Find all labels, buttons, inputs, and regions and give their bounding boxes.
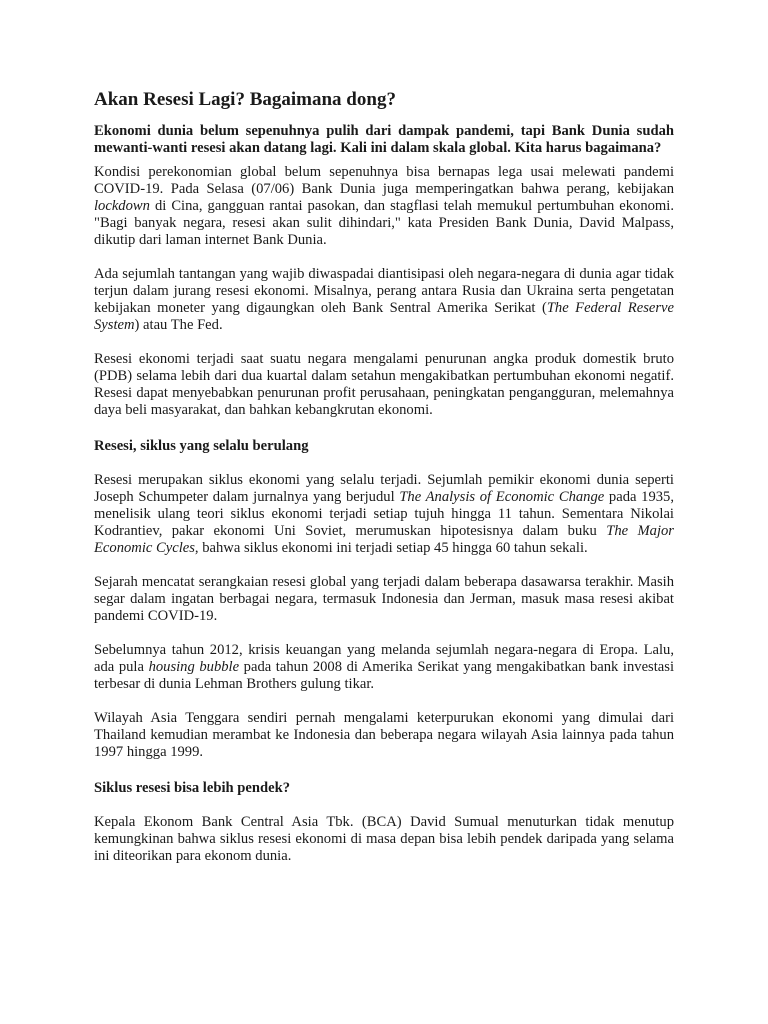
section-heading-2: Siklus resesi bisa lebih pendek?: [94, 779, 290, 796]
article-lead: Ekonomi dunia belum sepenuhnya pulih dari dampak pandemi, tapi Bank Dunia sudah mewanti-wanti resesi akan datang lagi. Kali ini dalam skala global. Kita harus bagaimana?: [94, 122, 674, 156]
paragraph-8: Kepala Ekonom Bank Central Asia Tbk. (BCA) David Sumual menuturkan tidak menutup kemungkinan bahwa siklus resesi ekonomi di masa depan bisa lebih pendek daripada yang selama ini diteorikan para ekonom dunia.: [94, 813, 674, 864]
paragraph-1: Kondisi perekonomian global belum sepenuhnya bisa bernapas lega usai melewati pandemi COVID-19. Pada Selasa (07/06) Bank Dunia juga memperingatkan bahwa perang, kebijakan lockdown di Cina, gangguan rantai pasokan, dan stagflasi telah memukul pertumbuhan ekonomi. "Bagi banyak negara, resesi akan sulit dihindari," kata Presiden Bank Dunia, David Malpass, dikutip dari laman internet Bank Dunia.: [94, 163, 674, 248]
section-heading-1: Resesi, siklus yang selalu berulang: [94, 437, 309, 454]
paragraph-4: Resesi merupakan siklus ekonomi yang selalu terjadi. Sejumlah pemikir ekonomi dunia seperti Joseph Schumpeter dalam jurnalnya yang berjudul The Analysis of Economic Change pada 1935, menelisik ulang teori siklus ekonomi terjadi setiap tujuh hingga 11 tahun. Sementara Nikolai Kodrantiev, pakar ekonomi Uni Soviet, merumuskan hipotesisnya dalam buku The Major Economic Cycles, bahwa siklus ekonomi ini terjadi setiap 45 hingga 60 tahun sekali.: [94, 471, 675, 556]
paragraph-2: Ada sejumlah tantangan yang wajib diwaspadai diantisipasi oleh negara-negara di dunia agar tidak terjun dalam jurang resesi ekonomi. Misalnya, perang antara Rusia dan Ukraina serta pengetatan kebijakan moneter yang digaungkan oleh Bank Sentral Amerika Serikat (The Federal Reserve System) atau The Fed.: [94, 265, 674, 333]
paragraph-3: Resesi ekonomi terjadi saat suatu negara mengalami penurunan angka produk domestik bruto (PDB) selama lebih dari dua kuartal dalam setahun mengakibatkan pertumbuhan ekonomi negatif. Resesi dapat menyebabkan penurunan profit perusahaan, peningkatan pengangguran, melemahnya daya beli masyarakat, dan bahkan kebangkrutan ekonomi.: [94, 350, 674, 418]
paragraph-6: Sebelumnya tahun 2012, krisis keuangan yang melanda sejumlah negara-negara di Eropa. Lalu, ada pula housing bubble pada tahun 2008 di Amerika Serikat yang mengakibatkan bank investasi terbesar di dunia Lehman Brothers gulung tikar.: [94, 641, 674, 692]
article-title: Akan Resesi Lagi? Bagaimana dong?: [94, 89, 396, 110]
paragraph-7: Wilayah Asia Tenggara sendiri pernah mengalami keterpurukan ekonomi yang dimulai dari Thailand kemudian merambat ke Indonesia dan beberapa negara wilayah Asia lainnya pada tahun 1997 hingga 1999.: [94, 709, 674, 760]
paragraph-5: Sejarah mencatat serangkaian resesi global yang terjadi dalam beberapa dasawarsa terakhir. Masih segar dalam ingatan berbagai negara, termasuk Indonesia dan Jerman, masuk masa resesi akibat pandemi COVID-19.: [94, 573, 674, 624]
